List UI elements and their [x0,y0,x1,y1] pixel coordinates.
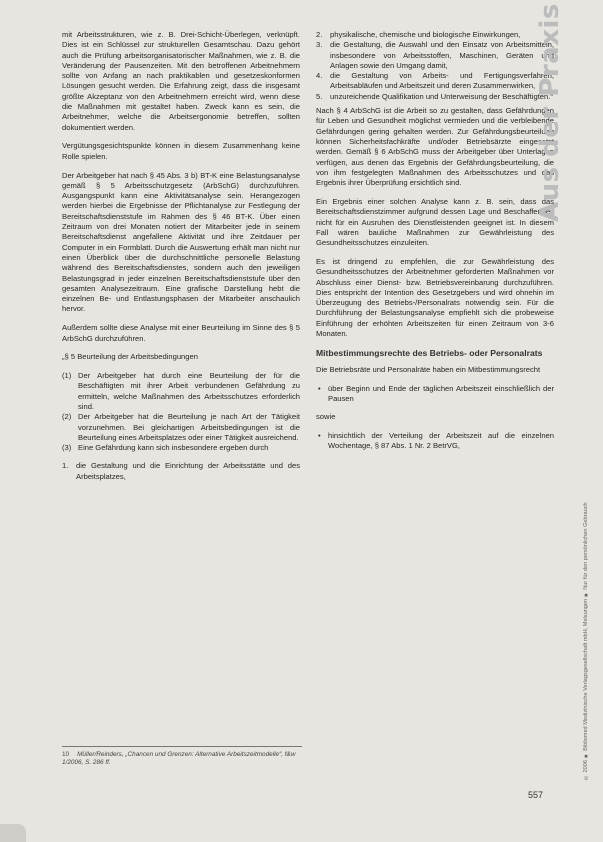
legal-item-text: Der Arbeitgeber hat die Beurteilung je nach Art der Tätigkeit vorzunehmen. Bei gleichartigen Arbeitsbedingungen ist die Beurteilung eines Arbeitsplatzes oder einer Tätigkeit ausreichend. [78,412,300,442]
right-column [316,30,554,460]
analysis-result-paragraph: Ein Ergebnis einer solchen Analyse kann z. B. sein, dass das Bereitschaftsdienstzimmer aufgrund dessen Lage und Beschaffenheit nicht für ein Ausruhen des Dienstleistenden geeignet ist. In diesem Fall wären bauliche Maßnahmen zur Gewährleistung des Gesundheitsschutzes einzuleiten. [316,196,554,248]
hazard-item [316,92,554,102]
hazard-list-continued [316,30,554,102]
remuneration-paragraph: Vergütungsgesichtspunkte können in diesem Zusammenhang keine Rolle spielen. [62,141,300,161]
assessment-paragraph: Außerdem sollte diese Analyse mit einer Beurteilung im Sinne des § 5 ArbSchG durchzuführen. [62,323,300,343]
legal-item-text: Der Arbeitgeber hat durch eine Beurteilung der für die Beschäftigten mit ihrer Arbeit verbundenen Gefährdung zu ermitteln, welche Maßnahmen des Arbeitsschutzes erforderlich sind. [78,371,300,411]
hazard-item [316,40,554,71]
hazard-item [316,30,554,40]
hazard-item-text: physikalische, chemische und biologische Einwirkungen, [330,30,521,39]
left-column [62,30,300,486]
hazard-item-number: 1. [62,461,69,471]
section-heading: Mitbestimmungsrechte des Betriebs- oder Personalrats [316,347,543,358]
workplace-design-paragraph: Nach § 4 ArbSchG ist die Arbeit so zu gestalten, dass Gefährdungen für Leben und Gesundheit möglichst vermieden und die verbleibende Gefährdungen gering gehalten werden. Zur Gefährdungsbeurteilung können Sicherheitsfachkräfte und/oder Betriebsärzte eingesetzt werden. Gemäß § 6 ArbSchG muss der Arbeitgeber über Unterlagen verfügen, aus denen das Ergebnis der Gefährdungsbeurteilung, die von ihm festgelegten Maßnahmen des Arbeitsschutzes und das Ergebnis ihrer Überprüfung ersichtlich sind. [316,106,554,188]
legal-item [62,371,300,412]
hazard-item [62,461,300,482]
legal-item [62,443,300,453]
legal-item-text: Eine Gefährdung kann sich insbesondere ergeben durch [78,443,269,453]
intro-paragraph: mit Arbeitsstrukturen, wie z. B. Drei-Schicht-Überlegen, verknüpft. Dies ist ein Schlüssel zur strukturellen Gesamtschau. Dazu gehört auch die Prüfung arbeitsorganisatorischer Maßnahmen, wie z. B. die Veränderung der Pausenzeiten. Mit den betroffenen Arbeitnehmern sollte von Anfang an nach praktikablen und gesetzeskonformen Lösungen gesucht werden. Die Erfahrung zeigt, dass die insgesamt größte Akzeptanz von den Arbeitnehmern erreicht wird, wenn diese die Maßnahmen mit gestaltet haben. Zweck kann es sein, die Arbeitnehmer, welche die Arbeitsergonomie betreffen, sollten dokumentiert werden. [62,30,300,132]
section-rubric: Aus der Praxis [535,3,565,222]
hazard-item-text: die Gestaltung und die Einrichtung der Arbeitsstätte und des Arbeitsplatzes, [76,461,300,481]
hazard-item-number: 5. [316,91,323,101]
hazard-item-number: 2. [316,30,323,39]
codetermination-list-2 [316,431,554,452]
footnote-number: 10 [62,751,70,758]
hazard-list [62,461,300,482]
hazard-item-text: unzureichende Qualifikation und Unterweisung der Beschäftigten.“ [330,91,553,101]
footnote [62,746,302,767]
recommendation-paragraph: Es ist dringend zu empfehlen, die zur Gewährleistung des Gesundheitsschutzes der Arbeitnehmer geforderten Maßnahmen vor Abschluss einer Dienst- bzw. Betriebsvereinbarung durchzuführen. Dies entspricht der Intention des Gesetzgebers und wird ohnehin im Überzeugung des Betriebs-/Personalrats notwendig sein. Für die Durchführung der Belastungsanalyse empfiehlt sich die probeweise Einführung der erhöhten Arbeitszeiten für einen Zeitraum von 3-6 Monaten. [316,256,554,339]
codetermination-paragraph: Die Betriebsräte und Personalräte haben ein Mitbestimmungsrecht [316,364,541,374]
footnote-text: Müller/Reinders, „Chancen und Grenzen: Alternative Arbeitszeitmodelle“, f&w 1/2006, S. 286 ff. [62,751,296,767]
legal-item-number: (3) [62,443,72,453]
page-number: 557 [528,790,544,800]
legal-item-number: (1) [62,371,72,381]
legal-item-number: (2) [62,412,72,422]
quote-heading: „§ 5 Beurteilung der Arbeitsbedingungen [62,352,198,362]
hazard-item [316,71,554,92]
scan-smudge [0,824,26,842]
legal-list [62,371,300,453]
list-item: • hinsichtlich der Verteilung der Arbeitszeit auf die einzelnen Wochentage, § 87 Abs. 1 Nr. 2 BetrVG, [316,431,554,452]
conjunction-text: sowie [316,412,336,422]
hazard-item-number: 4. [316,71,323,81]
load-analysis-paragraph: Der Arbeitgeber hat nach § 45 Abs. 3 b) BT-K eine Belastungsanalyse gemäß § 5 Arbeitsschutzgesetz (ArbSchG) durchzuführen. Ausgangspunkt kann eine Aktivitätsanalyse sein. Herangezogen werden hierbei die Ergebnisse der Pflichtanalyse zur Festlegung der Bereitschaftsdienststufe im Rahmen des § 46 BT-K. Über einen Zeitraum von drei Monaten notiert der Mitarbeiter jede in seinem Bereitschaftsdienst angefallene Aktivität und ihre Zeitdauer per Computer in ein Formblatt. Durch die Auswertung erhält man nicht nur einen Überblick über die durchschnittliche personelle Belastung während des Bereitschaftsdienstes, sondern auch den jeweiligen Belastungsgrad in jeder einzelnen Bereitschaftsdienststufe über den gesamten Analysezeitraum. Eine grafische Darstellung hebt die einzelnen Be- und Entlastungsphasen der Mitarbeiter anschaulich hervor. [62,170,300,314]
hazard-item-text: die Gestaltung von Arbeits- und Fertigungsverfahren, Arbeitsabläufen und Arbeitszeit und deren Zusammenwirken, [330,71,554,91]
copyright-notice: © 2006 ■ Bibliomed Medizinische Verlagsgesellschaft mbH, Melsungen ■ Nur für den persönlichen Gebrauch [583,502,589,780]
codetermination-list [316,384,554,405]
hazard-item-text: die Gestaltung, die Auswahl und den Einsatz von Arbeitsmitteln, insbesondere von Arbeitsstoffen, Maschinen, Geräten und Anlagen sowie den Umgang damit, [330,40,554,70]
legal-item [62,412,300,443]
list-item: • über Beginn und Ende der täglichen Arbeitszeit einschließlich der Pausen [316,384,554,405]
hazard-item-number: 3. [316,40,323,50]
